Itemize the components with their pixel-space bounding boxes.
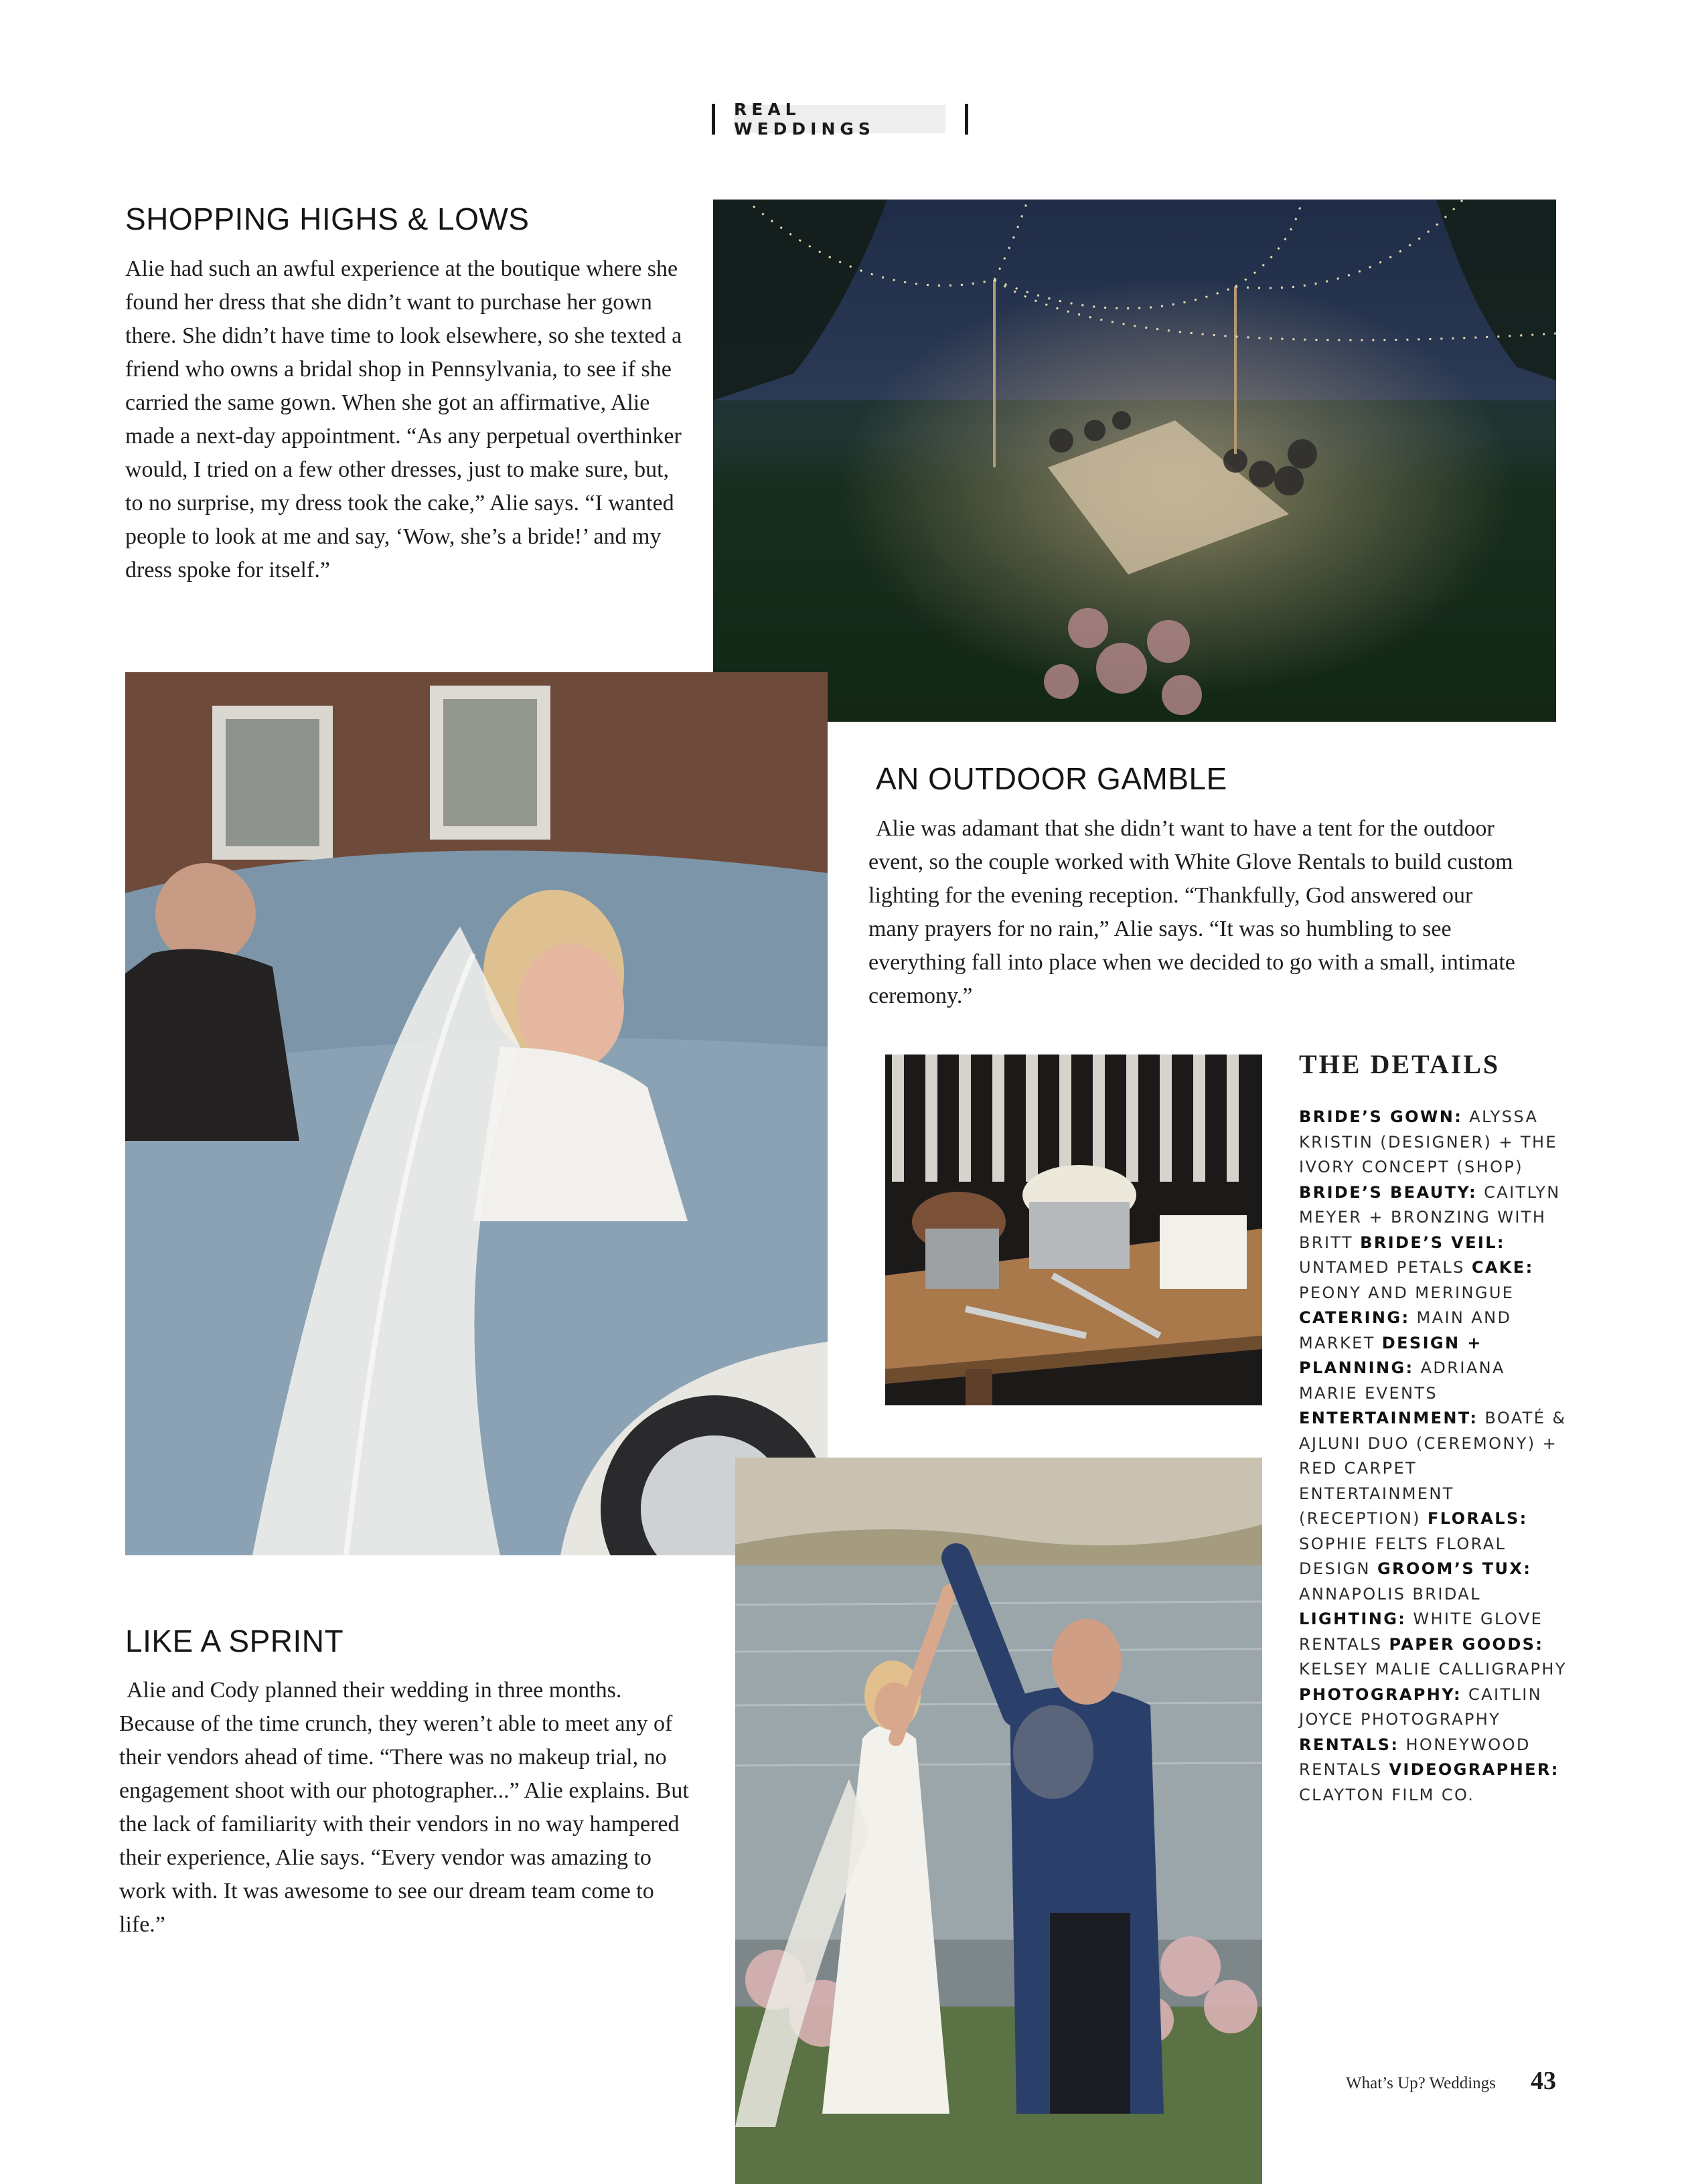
heading-shopping: SHOPPING HIGHS & LOWS bbox=[125, 202, 530, 236]
credit-value: BOATÉ & AJLUNI DUO (CEREMONY) + RED CARPET ENTERTAINMENT (RECEPTION) bbox=[1299, 1409, 1567, 1528]
credit-label: DESIGN + PLANNING: bbox=[1299, 1333, 1482, 1377]
credit-label: BRIDE’S VEIL: bbox=[1360, 1233, 1505, 1252]
credit-label: BRIDE’S GOWN: bbox=[1299, 1107, 1463, 1126]
credit-value: PEONY AND MERINGUE bbox=[1299, 1283, 1515, 1302]
header-rule-left bbox=[712, 104, 715, 135]
credit-value: CAITLIN JOYCE PHOTOGRAPHY bbox=[1299, 1685, 1543, 1729]
credit-label: CAKE: bbox=[1471, 1258, 1534, 1277]
credit-label: ENTERTAINMENT: bbox=[1299, 1409, 1478, 1427]
credit-label: PAPER GOODS: bbox=[1389, 1634, 1544, 1654]
credit-value: HONEYWOOD RENTALS bbox=[1299, 1735, 1531, 1779]
footer-magazine-name: What’s Up? Weddings bbox=[1346, 2074, 1496, 2092]
credit-label: GROOM’S TUX: bbox=[1377, 1559, 1532, 1578]
credit-value: CLAYTON FILM CO. bbox=[1299, 1785, 1475, 1804]
credit-value: MAIN AND MARKET bbox=[1299, 1308, 1512, 1352]
page-number: 43 bbox=[1531, 2067, 1556, 2095]
credit-value: CAITLYN MEYER + BRONZING WITH BRITT bbox=[1299, 1182, 1561, 1252]
credit-label: PHOTOGRAPHY: bbox=[1299, 1685, 1462, 1704]
details-title: THE DETAILS bbox=[1299, 1049, 1501, 1079]
body-shopping: Alie had such an awful experience at the boutique where she found her dress that she didn’t want to purchase her gown there. She didn’t have time to look elsewhere, so she texted a friend who owns a bridal shop in Pennsylvania, to see if she carried the same gown. When she got an affirmative, Alie made a next-day appointment. “As any perpetual overthinker would, I tried on a few other dresses, just to make sure, but, to no surprise, my dress took the cake,” Alie says. “I wanted people to look at me and say, ‘Wow, she’s a bride!’ and my dress spoke for itself.” bbox=[125, 256, 682, 582]
details-credits bbox=[1299, 1105, 1567, 1808]
reception-table-photo bbox=[713, 200, 1556, 722]
body-outdoor: Alie was adamant that she didn’t want to have a tent for the outdoor event, so the couple worked with White Glove Rentals to build custom lighting for the evening reception. “Thankfully, God answered our many prayers for no rain,” Alie says. “It was so humbling to see everything fall into place when we decided to go with a small, intimate ceremony.” bbox=[868, 816, 1515, 1008]
credit-label: CATERING: bbox=[1299, 1308, 1410, 1327]
heading-outdoor: AN OUTDOOR GAMBLE bbox=[876, 761, 1227, 796]
credit-label: LIGHTING: bbox=[1299, 1610, 1407, 1628]
dessert-table-photo bbox=[885, 1055, 1262, 1405]
header-rule-right bbox=[965, 104, 968, 135]
credit-value: WHITE GLOVE RENTALS bbox=[1299, 1610, 1543, 1654]
section-tag: REAL WEDDINGS bbox=[734, 105, 945, 133]
credit-label: RENTALS: bbox=[1299, 1735, 1399, 1754]
credit-value: UNTAMED PETALS bbox=[1299, 1258, 1465, 1277]
credit-label: VIDEOGRAPHER: bbox=[1389, 1760, 1559, 1779]
credit-value: KELSEY MALIE CALLIGRAPHY bbox=[1299, 1660, 1567, 1679]
heading-sprint: LIKE A SPRINT bbox=[125, 1624, 344, 1658]
credit-value: ALYSSA KRISTIN (DESIGNER) + THE IVORY CONCEPT (SHOP) bbox=[1299, 1107, 1557, 1176]
credit-value: SOPHIE FELTS FLORAL DESIGN bbox=[1299, 1534, 1507, 1578]
body-sprint: Alie and Cody planned their wedding in three months. Because of the time crunch, they weren’t able to meet any of their vendors ahead of time. “There was no makeup trial, no engagement shoot with our photographer...” Alie explains. But the lack of familiarity with their vendors in no way hampered their experience, Alie says. “Every vendor was amazing to work with. It was awesome to see our dream team come to life.” bbox=[119, 1678, 689, 1937]
credit-value: ADRIANA MARIE EVENTS bbox=[1299, 1358, 1505, 1403]
couple-celebration-photo bbox=[735, 1458, 1262, 2184]
credit-label: FLORALS: bbox=[1427, 1509, 1528, 1528]
credit-value: ANNAPOLIS BRIDAL bbox=[1299, 1584, 1481, 1604]
credit-label: BRIDE’S BEAUTY: bbox=[1299, 1182, 1478, 1202]
bride-convertible-photo bbox=[125, 672, 828, 1555]
